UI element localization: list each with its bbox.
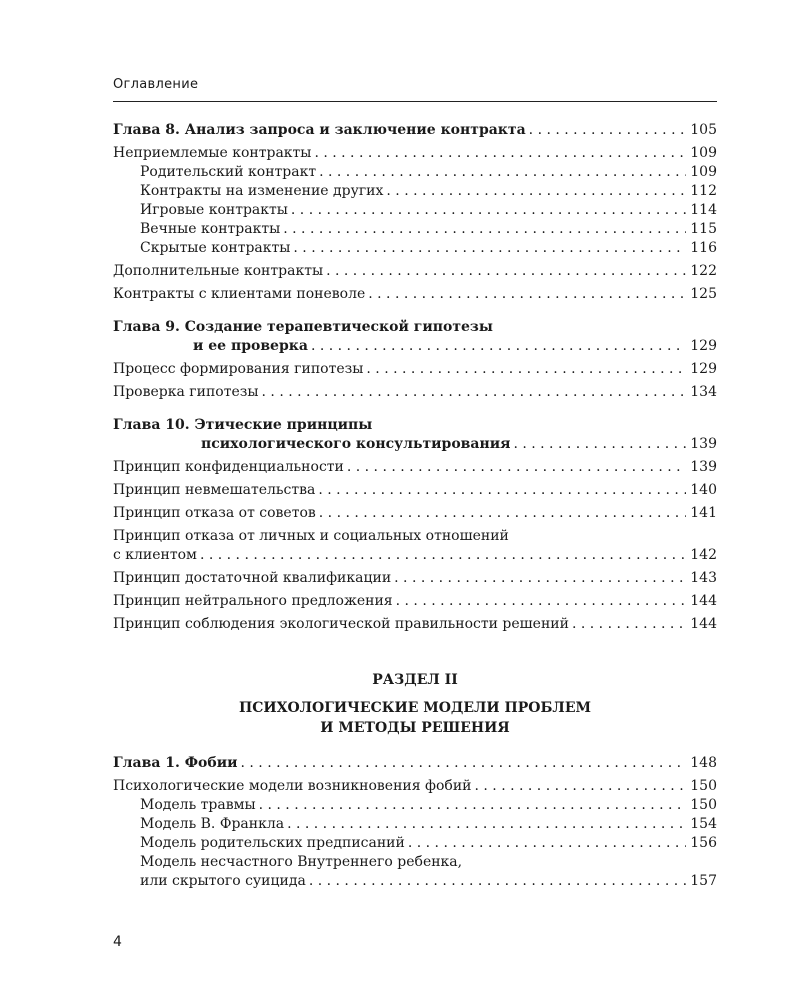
entry-title: Дополнительные контракты <box>113 263 324 279</box>
toc-subentry[interactable] <box>113 815 717 834</box>
page-number: 4 <box>113 934 122 950</box>
toc-chapter-8[interactable] <box>113 121 717 140</box>
page-ref: 142 <box>690 547 717 563</box>
toc-entry[interactable] <box>113 262 717 281</box>
toc-subentry[interactable] <box>113 872 717 891</box>
entry-title: Контракты на изменение других <box>140 183 384 199</box>
toc-subentry[interactable] <box>113 796 717 815</box>
leader-dots <box>326 262 686 281</box>
leader-dots <box>319 163 686 182</box>
leader-dots <box>200 546 686 565</box>
page-ref: 109 <box>690 164 717 180</box>
toc-entry[interactable] <box>113 504 717 523</box>
entry-title: Принцип невмешательства <box>113 482 316 498</box>
page-ref: 115 <box>690 221 717 237</box>
entry-title: Модель В. Франкла <box>140 816 285 832</box>
page-ref: 114 <box>690 202 717 218</box>
entry-title-line: Модель несчастного Внутреннего ребенка, <box>140 854 463 870</box>
chapter-title: психологического консультирования <box>201 436 511 452</box>
page-ref: 112 <box>690 183 717 199</box>
leader-dots <box>347 458 686 477</box>
chapter-title: Глава 8. Анализ запроса и заключение контракта <box>113 122 526 138</box>
table-of-contents <box>113 121 717 891</box>
leader-dots <box>572 615 686 634</box>
toc-subentry[interactable] <box>113 163 717 182</box>
leader-dots <box>408 834 686 853</box>
leader-dots <box>475 777 687 796</box>
page-ref: 150 <box>690 797 717 813</box>
page-ref: 156 <box>690 835 717 851</box>
page-ref: 144 <box>690 593 717 609</box>
entry-title: Психологические модели возникновения фобий <box>113 778 472 794</box>
page-ref: 140 <box>690 482 717 498</box>
toc-entry[interactable] <box>113 777 717 796</box>
entry-title: Игровые контракты <box>140 202 288 218</box>
page-ref: 134 <box>690 384 717 400</box>
leader-dots <box>293 239 686 258</box>
leader-dots <box>262 383 687 402</box>
header-rule <box>113 101 717 102</box>
leader-dots <box>394 569 686 588</box>
page-ref: 143 <box>690 570 717 586</box>
entry-title: Контракты с клиентами поневоле <box>113 286 366 302</box>
entry-title: Неприемлемые контракты <box>113 145 312 161</box>
page-ref: 139 <box>690 436 717 452</box>
entry-title: Модель травмы <box>140 797 256 813</box>
toc-entry[interactable] <box>113 285 717 304</box>
entry-title: Модель родительских предписаний <box>140 835 405 851</box>
leader-dots <box>386 182 686 201</box>
leader-dots <box>259 796 687 815</box>
entry-title: Родительский контракт <box>140 164 317 180</box>
chapter-title: и ее проверка <box>193 338 308 354</box>
leader-dots <box>241 754 687 773</box>
entry-title: Принцип отказа от советов <box>113 505 316 521</box>
leader-dots <box>291 201 686 220</box>
entry-title: Вечные контракты <box>140 221 281 237</box>
section-title-line: И МЕТОДЫ РЕШЕНИЯ <box>320 720 510 736</box>
leader-dots <box>368 285 686 304</box>
toc-entry[interactable] <box>113 592 717 611</box>
page-ref: 125 <box>690 286 717 302</box>
entry-title: Принцип нейтрального предложения <box>113 593 393 609</box>
section-title-line: ПСИХОЛОГИЧЕСКИЕ МОДЕЛИ ПРОБЛЕМ <box>239 700 591 716</box>
page-ref: 150 <box>690 778 717 794</box>
page-ref: 129 <box>690 361 717 377</box>
toc-entry[interactable] <box>113 569 717 588</box>
leader-dots <box>311 337 686 356</box>
leader-dots <box>318 481 686 500</box>
entry-title: Скрытые контракты <box>140 240 291 256</box>
toc-subentry[interactable] <box>113 201 717 220</box>
leader-dots <box>513 435 686 454</box>
page-ref: 139 <box>690 459 717 475</box>
page-ref: 122 <box>690 263 717 279</box>
toc-chapter-1[interactable] <box>113 754 717 773</box>
toc-entry[interactable] <box>113 383 717 402</box>
page-ref: 141 <box>690 505 717 521</box>
entry-title: Принцип конфиденциальности <box>113 459 344 475</box>
entry-title-line: Принцип отказа от личных и социальных отношений <box>113 528 509 544</box>
page-ref: 129 <box>690 338 717 354</box>
toc-entry[interactable] <box>113 481 717 500</box>
leader-dots <box>309 872 686 891</box>
leader-dots <box>314 144 686 163</box>
entry-title: с клиентом <box>113 547 197 563</box>
page-ref: 154 <box>690 816 717 832</box>
running-title: Оглавление <box>113 77 199 92</box>
page-ref: 109 <box>690 145 717 161</box>
entry-title: Принцип соблюдения экологической правильности решений <box>113 616 569 632</box>
page-ref: 116 <box>690 240 717 256</box>
section-label: РАЗДЕЛ II <box>372 672 458 688</box>
leader-dots <box>396 592 687 611</box>
leader-dots <box>529 121 687 140</box>
toc-entry[interactable] <box>113 144 717 163</box>
entry-title: Процесс формирования гипотезы <box>113 361 364 377</box>
toc-entry[interactable] <box>113 360 717 379</box>
toc-entry[interactable] <box>113 458 717 477</box>
entry-title: Принцип достаточной квалификации <box>113 570 392 586</box>
page-ref: 144 <box>690 616 717 632</box>
chapter-title-line: Глава 10. Этические принципы <box>113 417 373 433</box>
toc-entry[interactable] <box>113 546 717 565</box>
page-ref: 105 <box>690 122 717 138</box>
toc-subentry[interactable] <box>113 182 717 201</box>
entry-title: или скрытого суицида <box>140 873 306 889</box>
page-ref: 157 <box>690 873 717 889</box>
leader-dots <box>283 220 686 239</box>
toc-chapter-10[interactable] <box>113 435 717 454</box>
toc-entry[interactable] <box>113 615 717 634</box>
toc-chapter-9[interactable] <box>113 337 717 356</box>
page-ref: 148 <box>690 755 717 771</box>
chapter-title: Глава 1. Фобии <box>113 755 238 771</box>
chapter-title-line: Глава 9. Создание терапевтической гипотезы <box>113 319 493 335</box>
leader-dots <box>319 504 686 523</box>
leader-dots <box>287 815 686 834</box>
toc-subentry[interactable] <box>113 220 717 239</box>
toc-subentry[interactable] <box>113 239 717 258</box>
toc-subentry[interactable] <box>113 834 717 853</box>
leader-dots <box>366 360 686 379</box>
entry-title: Проверка гипотезы <box>113 384 259 400</box>
